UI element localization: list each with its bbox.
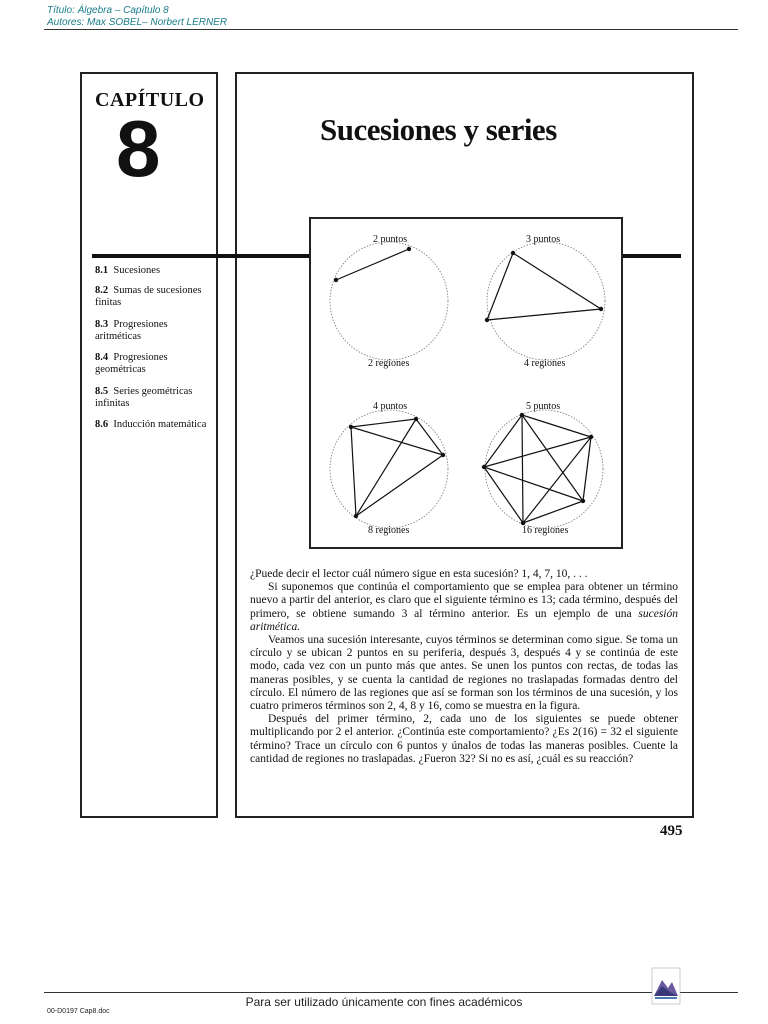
footer-rule — [44, 992, 738, 993]
circle-2-points — [330, 242, 448, 360]
panel-regions-label: 2 regiones — [368, 358, 410, 369]
paragraph: Después del primer término, 2, cada uno de los siguientes se puede obtener multiplicando por 2 el anterior. ¿Continúa este comportamiento? ¿Es 2(16) = 32 el siguiente término? Trace un círculo con 6 puntos y únalos de todas las maneras posibles. Cuente la cantidad de regiones no traslapadas. ¿Fueron 32? Si no es así, ¿cuál es su reacción? — [250, 713, 678, 765]
chapter-title: Sucesiones y series — [320, 112, 557, 147]
paragraph: Veamos una sucesión interesante, cuyos términos se determinan como sigue. Se toma un círculo y se ubican 2 puntos en su periferia, después 3, después 4 y se continúa de este modo, cada vez con un punto más que antes. Se unen los puntos con rectas, de todas las maneras posibles, y se cuenta la cantidad de regiones no traslapadas formadas dentro del círculo. El número de las regiones que así se forman son los términos de una sucesión, y los cuatro primeros términos son 2, 4, 8 y 16, como se muestra en la figura. — [250, 634, 678, 713]
circle-5-points — [485, 410, 603, 528]
circle-regions-figure — [309, 217, 623, 549]
panel-points-label: 2 puntos — [373, 234, 408, 245]
chapter-number: 8 — [116, 104, 161, 193]
circle-4-points — [330, 410, 448, 528]
panel-regions-label: 8 regiones — [368, 525, 410, 536]
toc-item: 8.2 Sumas de sucesiones finitas — [95, 285, 202, 308]
circle-regions-diagram — [311, 219, 621, 547]
section-rule-left — [92, 254, 309, 258]
panel-regions-label: 16 regiones — [522, 525, 569, 536]
toc-item: 8.6 Inducción matemática — [95, 419, 207, 430]
chapter-intro-text — [250, 568, 678, 766]
header-rule — [44, 29, 738, 30]
chapter-label: CAPÍTULO — [95, 89, 205, 111]
circle-3-points — [487, 242, 605, 360]
panel-points-label: 4 puntos — [373, 401, 408, 412]
toc-item: 8.1 Sucesiones — [95, 265, 161, 276]
institution-logo — [650, 966, 682, 1006]
toc-item: 8.4 Progresiones geométricas — [95, 352, 168, 375]
page-number: 495 — [660, 823, 683, 839]
toc-item: 8.5 Series geométricas infinitas — [95, 386, 193, 409]
panel-regions-label: 4 regiones — [524, 358, 566, 369]
toc-item: 8.3 Progresiones aritméticas — [95, 319, 168, 342]
section-rule-right — [623, 254, 681, 258]
document-title-line: Título: Álgebra – Capítulo 8 — [47, 5, 169, 16]
footer-file-name: 00-D0197 Cap8.doc — [47, 1008, 110, 1015]
footer-notice: Para ser utilizado únicamente con fines académicos — [245, 995, 523, 1009]
paragraph: Si suponemos que continúa el comportamiento que se emplea para obtener un término nuevo a partir del anterior, es claro que el siguiente término es 13; cada término, después del primero, se obtiene sumando 3 al término anterior. Es un ejemplo de una sucesión aritmética. — [250, 581, 678, 633]
document-authors-line: Autores: Max SOBEL– Norbert LERNER — [47, 17, 228, 28]
paragraph: ¿Puede decir el lector cuál número sigue en esta sucesión? 1, 4, 7, 10, . . . — [250, 568, 588, 580]
panel-points-label: 5 puntos — [526, 401, 561, 412]
panel-points-label: 3 puntos — [526, 234, 561, 245]
